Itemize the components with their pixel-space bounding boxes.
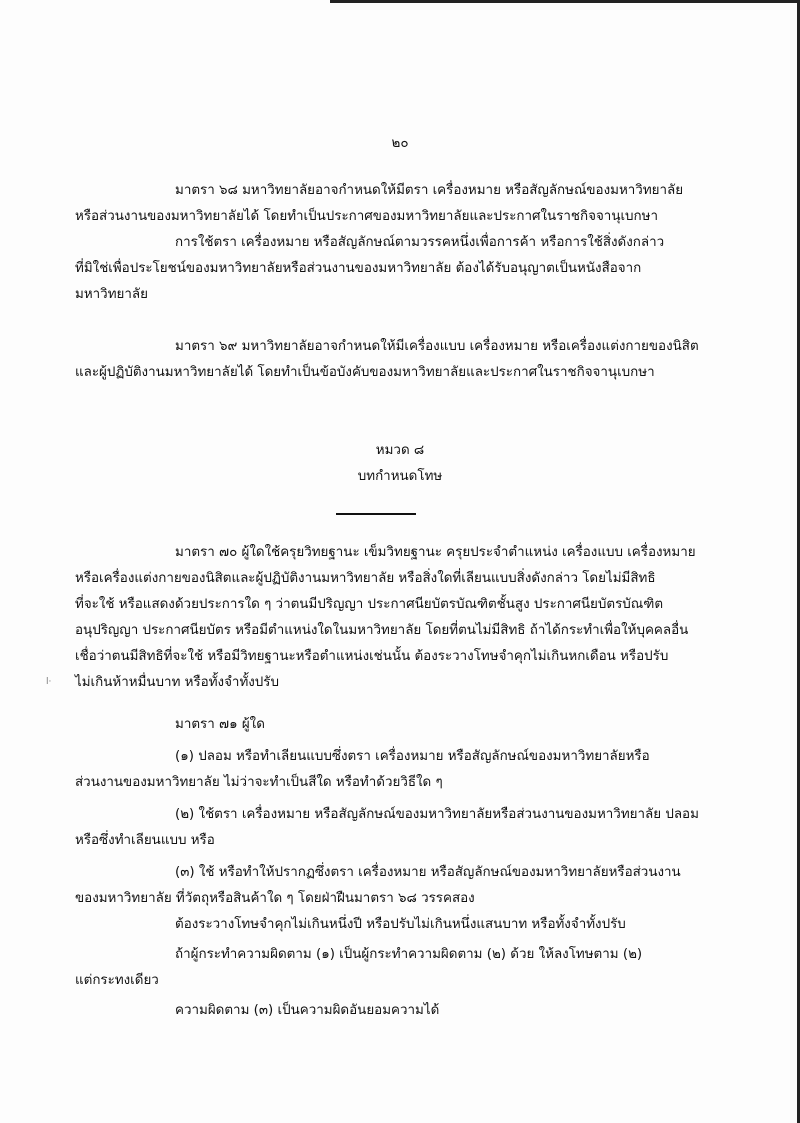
heading-divider — [336, 513, 416, 515]
section-71-line-1: มาตรา ๗๑ ผู้ใด — [175, 717, 265, 732]
section-71-item-2-line-2: หรือซึ่งทำเลียนแบบ หรือ — [75, 833, 215, 848]
page-number: ๒๐ — [391, 136, 409, 151]
section-70-line-5: เชื่อว่าตนมีสิทธิที่จะใช้ หรือมีวิทยฐานะหรือตำแหน่งเช่นนั้น ต้องระวางโทษจำคุกไม่เกินหกเดือน หรือปรับ — [75, 649, 669, 664]
section-70-line-3: ที่จะใช้ หรือแสดงด้วยประการใด ๆ ว่าตนมีปริญญา ประกาศนียบัตรบัณฑิตชั้นสูง ประกาศนียบัตรบัณฑิต — [75, 597, 664, 612]
section-71-item-1-line-1: (๑) ปลอม หรือทำเลียนแบบซึ่งตรา เครื่องหมาย หรือสัญลักษณ์ของมหาวิทยาลัยหรือ — [175, 749, 650, 764]
section-68-line-1: มาตรา ๖๘ มหาวิทยาลัยอาจกำหนดให้มีตรา เครื่องหมาย หรือสัญลักษณ์ของมหาวิทยาลัย — [175, 183, 684, 198]
section-71-item-3-line-1: (๓) ใช้ หรือทำให้ปรากฏซึ่งตรา เครื่องหมาย หรือสัญลักษณ์ของมหาวิทยาลัยหรือส่วนงาน — [175, 865, 681, 880]
section-68-line-2: หรือส่วนงานของมหาวิทยาลัยได้ โดยทำเป็นประกาศของมหาวิทยาลัยและประกาศในราชกิจจานุเบกษา — [75, 209, 659, 224]
section-71-item-2-line-1: (๒) ใช้ตรา เครื่องหมาย หรือสัญลักษณ์ของมหาวิทยาลัยหรือส่วนงานของมหาวิทยาลัย ปลอม — [175, 807, 699, 822]
chapter-title: บทกำหนดโทษ — [357, 469, 443, 484]
section-68-line-4: ที่มิใช่เพื่อประโยชน์ของมหาวิทยาลัยหรือส่วนงานของมหาวิทยาลัย ต้องได้รับอนุญาตเป็นหนังสือจาก — [75, 261, 642, 276]
section-70-line-6: ไม่เกินห้าหมื่นบาท หรือทั้งจำทั้งปรับ — [75, 675, 280, 690]
section-71-item-3-line-2: ของมหาวิทยาลัย ที่วัตถุหรือสินค้าใด ๆ โดยฝ่าฝืนมาตรา ๖๘ วรรคสอง — [75, 891, 475, 906]
chapter-number: หมวด ๘ — [375, 443, 425, 458]
section-69-line-2: และผู้ปฏิบัติงานมหาวิทยาลัยได้ โดยทำเป็นข้อบังคับของมหาวิทยาลัยและประกาศในราชกิจจานุเบกษา — [75, 365, 655, 380]
section-70-line-2: หรือเครื่องแต่งกายของนิสิตและผู้ปฏิบัติงานมหาวิทยาลัย หรือสิ่งใดที่เลียนแบบสิ่งดังกล่าว โดยไม่มีสิทธิ — [75, 571, 656, 586]
section-70-line-1: มาตรา ๗๐ ผู้ใดใช้ครุยวิทยฐานะ เข็มวิทยฐานะ ครุยประจำตำแหน่ง เครื่องแบบ เครื่องหมาย — [175, 545, 696, 560]
margin-mark: l· — [46, 677, 52, 687]
section-71-penalty: ต้องระวางโทษจำคุกไม่เกินหนึ่งปี หรือปรับไม่เกินหนึ่งแสนบาท หรือทั้งจำทั้งปรับ — [175, 917, 626, 932]
section-70-line-4: อนุปริญญา ประกาศนียบัตร หรือมีตำแหน่งใดในมหาวิทยาลัย โดยที่ตนไม่มีสิทธิ ถ้าได้กระทำเพื่อให้บุคคลอื่น — [75, 623, 689, 638]
section-71-para-3: ความผิดตาม (๓) เป็นความผิดอันยอมความได้ — [175, 1003, 440, 1018]
section-71-para-2-line-2: แต่กระทงเดียว — [75, 973, 159, 988]
section-71-item-1-line-2: ส่วนงานของมหาวิทยาลัย ไม่ว่าจะทำเป็นสีใด หรือทำด้วยวิธีใด ๆ — [75, 775, 443, 790]
scan-edge-top — [330, 0, 800, 3]
section-68-line-3: การใช้ตรา เครื่องหมาย หรือสัญลักษณ์ตามวรรคหนึ่งเพื่อการค้า หรือการใช้สิ่งดังกล่าว — [175, 235, 665, 250]
section-68-line-5: มหาวิทยาลัย — [75, 287, 148, 302]
section-69-line-1: มาตรา ๖๙ มหาวิทยาลัยอาจกำหนดให้มีเครื่องแบบ เครื่องหมาย หรือเครื่องแต่งกายของนิสิต — [175, 339, 699, 354]
section-71-para-2-line-1: ถ้าผู้กระทำความผิดตาม (๑) เป็นผู้กระทำความผิดตาม (๒) ด้วย ให้ลงโทษตาม (๒) — [175, 947, 643, 962]
